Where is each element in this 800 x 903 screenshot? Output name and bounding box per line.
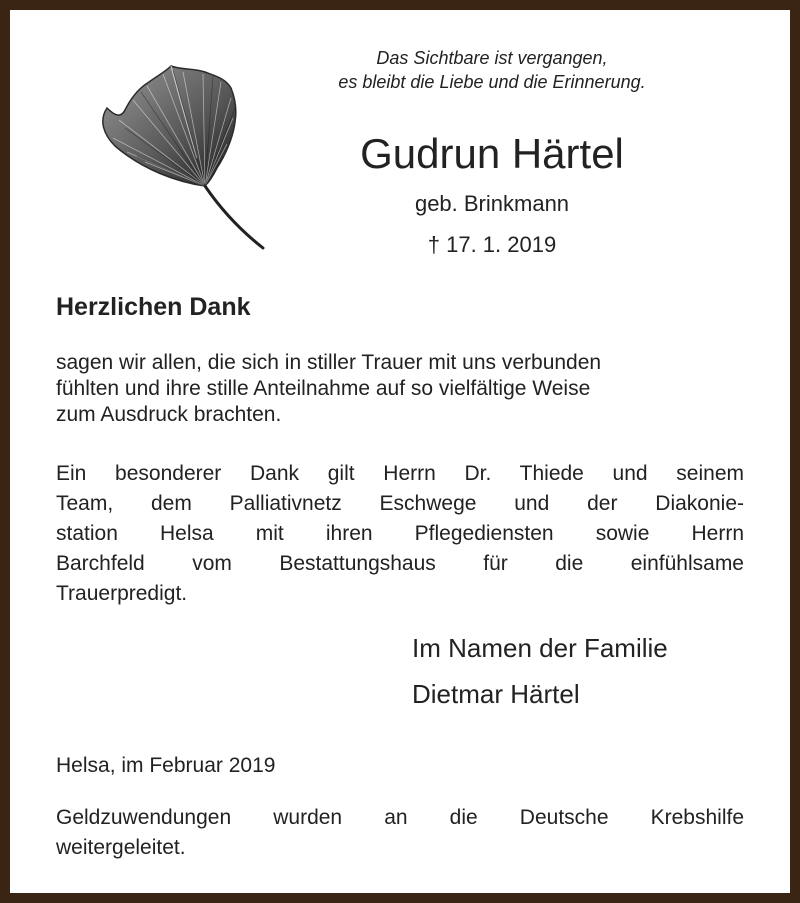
death-date: † 17. 1. 2019: [427, 232, 557, 257]
text-line: Trauerpredigt.: [56, 582, 188, 605]
text-line: zum Ausdruck brachten.: [56, 403, 282, 426]
thanks-heading: Herzlichen Dank: [56, 293, 251, 321]
text-line: Barchfeld vom Bestattungshaus für die einfühlsame: [56, 552, 744, 575]
text-line: sagen wir allen, die sich in stiller Trauer mit uns verbunden: [56, 351, 602, 374]
thanks-paragraph-2: [56, 459, 744, 609]
birth-name: geb. Brinkmann: [414, 191, 570, 216]
text-line: Team, dem Palliativnetz Eschwege und der Diakonie-: [56, 492, 744, 515]
deceased-name: Gudrun Härtel: [360, 130, 624, 177]
motto: [302, 46, 682, 94]
thanks-paragraph-1: [56, 350, 756, 428]
obituary-notice: [10, 10, 790, 893]
ginkgo-leaf-icon: [85, 58, 275, 253]
text-line: weitergeleitet.: [56, 836, 186, 859]
text-line: station Helsa mit ihren Pflegediensten sowie Herrn: [56, 522, 744, 545]
signature-name: Dietmar Härtel: [412, 679, 580, 709]
text-line: Ein besonderer Dank gilt Herrn Dr. Thiede und seinem: [56, 462, 744, 485]
signature-line: Im Namen der Familie: [412, 633, 668, 663]
donation-note: [56, 803, 744, 863]
motto-line: es bleibt die Liebe und die Erinnerung.: [338, 72, 646, 92]
motto-line: Das Sichtbare ist vergangen,: [376, 48, 608, 68]
text-line: Geldzuwendungen wurden an die Deutsche Krebshilfe: [56, 806, 744, 829]
place-date: Helsa, im Februar 2019: [56, 754, 276, 777]
signature: [412, 625, 772, 717]
text-line: fühlten und ihre stille Anteilnahme auf so vielfältige Weise: [56, 377, 591, 400]
